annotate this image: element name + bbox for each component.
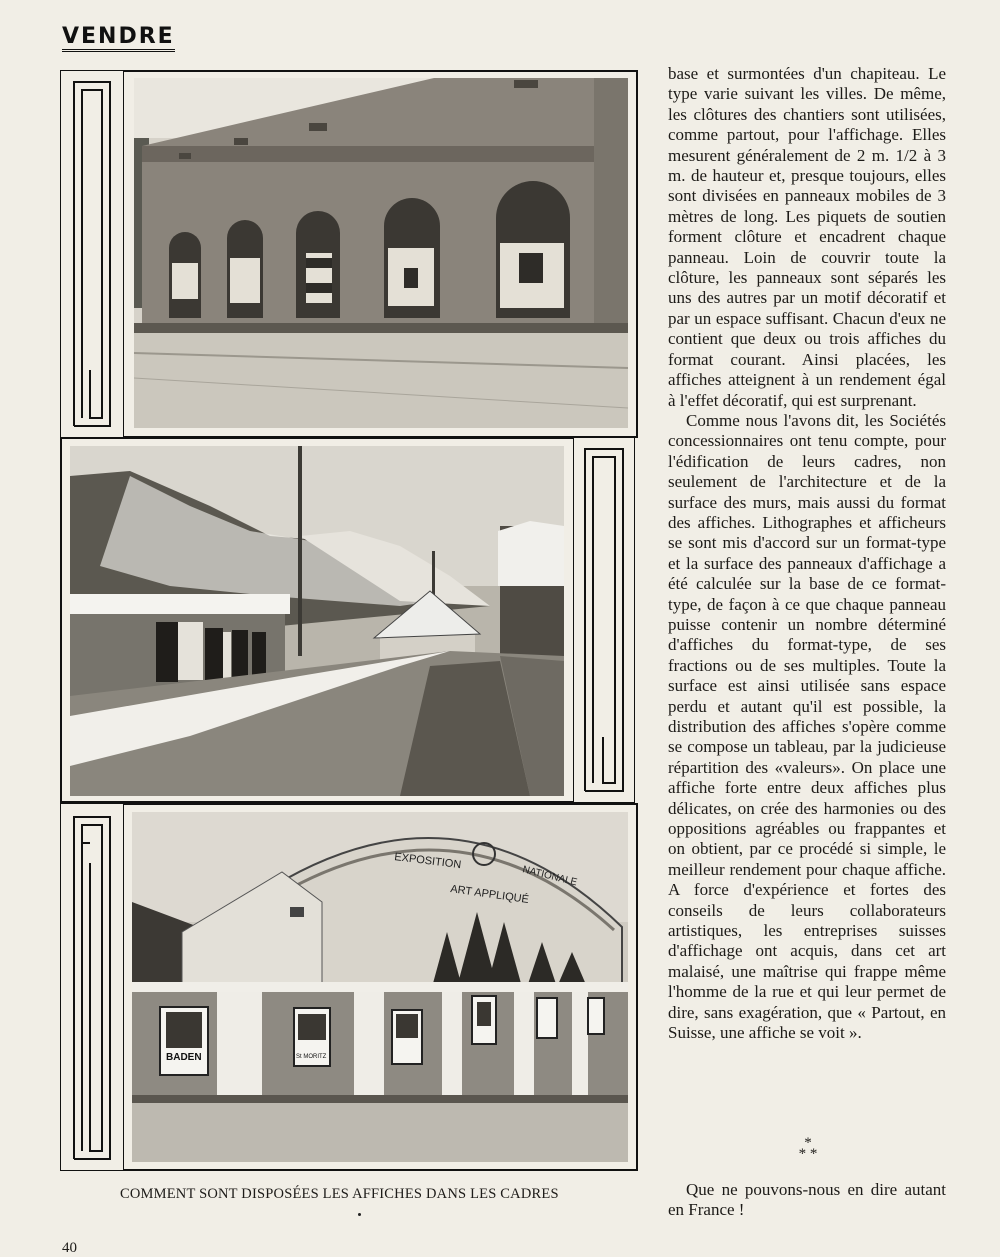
sign-exposition: EXPOSITION: [393, 851, 462, 872]
page-number: 40: [62, 1240, 77, 1256]
article-column: [668, 64, 946, 1044]
photo-arched-building: [134, 78, 628, 428]
article-paragraph-2: Comme nous l'avons dit, les Sociétés concessionnaires ont tenu compte, pour l'édification de leurs cadres, non seulement de l'architecture et de la surface des murs, mais aussi du format des affiches. Lithographes et afficheurs se sont mis d'accord sur un format-type et la surface des panneaux d'affichage a été calculée sur la base de ce format-type, de façon à ce que chaque panneau puisse contenir un nombre déterminé d'affiches du format-type, de ses fractions ou de ses multiples. Toute la surface est ainsi utilisée sans espace perdu et autant qu'il est possible, la distribution des affiches s'opère comme se compose un tableau, par la judicieuse répartition des «valeurs». On place une affiche forte entre deux affiches plus délicates, on crée des harmonies ou des oppositions agréables ou frappantes et on obtient, par ce procédé si simple, le meilleur rendement pour chaque affiche. A force d'expérience et fortes des conseils de leurs collaborateurs artistiques, les entreprises suisses d'affichage ont acquis, dans cet art malaisé, une maîtrise qui frappe même l'homme de la rue et qui leur permet de dire, sans exagération, que « Partout, en Suisse, une affiche se voit ».: [668, 410, 946, 1043]
closing-paragraph: Que ne pouvons-nous en dire autant en France !: [668, 1180, 946, 1220]
article-closing: [668, 1180, 946, 1221]
caption-dot: [358, 1213, 361, 1216]
sign-art-applique: ART APPLIQUÉ: [449, 883, 530, 906]
photo-caption: COMMENT SONT DISPOSÉES LES AFFICHES DANS LES CADRES: [120, 1186, 559, 1202]
section-separator: * * *: [798, 1135, 818, 1162]
section-title: VENDRE: [62, 26, 175, 52]
fret-ornament-1: [60, 70, 124, 438]
sign-nationale: NATIONALE: [521, 864, 579, 889]
poster-baden: BADEN: [166, 1052, 202, 1063]
article-paragraph-1: base et surmontées d'un chapiteau. Le type varie suivant les villes. De même, les clôtures des chantiers sont utilisées, comme partout, pour l'affichage. Elles mesurent généralement de 2 m. 1/2 à 3 m. de hauteur et, presque toujours, elles sont divisées en panneaux mobiles de 3 mètres de long. Les piquets de soutien forment clôture et encadrent chaque panneau. Loin de couvrir toute la clôture, les panneaux sont séparés les uns des autres par un motif décoratif et par un espace suffisant. Chacun d'eux ne contient que deux ou trois affiches du format courant. Ainsi placées, les affiches atteignent à un rendement égal à l'effet décoratif, qui est surprenant.: [668, 64, 946, 410]
poster-st-moritz: St MORITZ: [296, 1054, 327, 1060]
photo-snowy-road: [70, 446, 564, 796]
fret-ornament-3: [60, 803, 124, 1171]
photo-exhibition-hall: [132, 812, 628, 1162]
fret-ornament-2: [573, 437, 635, 803]
